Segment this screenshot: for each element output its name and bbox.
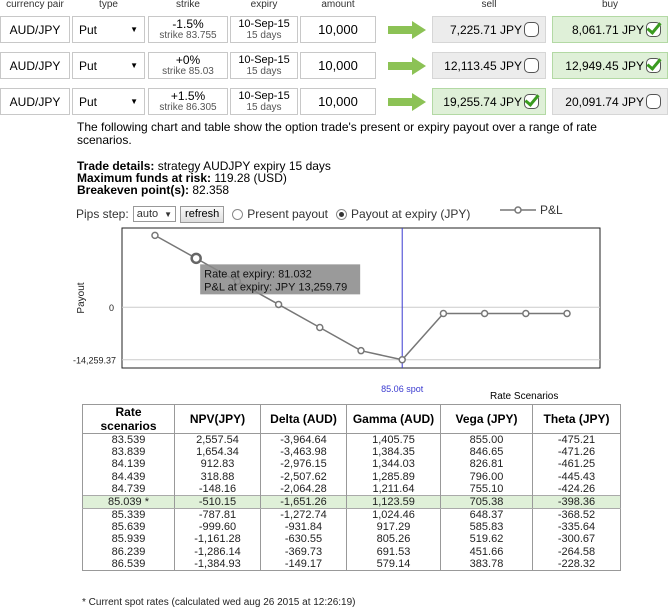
strike-field[interactable] (148, 16, 228, 43)
dropdown-arrow-icon: ▼ (130, 97, 138, 106)
amount-value: 10,000 (318, 58, 358, 73)
table-cell: 83.539 (83, 434, 175, 447)
column-header: Theta (JPY) (533, 405, 621, 434)
table-cell: -368.52 (533, 508, 621, 521)
expiry-date: 10-Sep-15 (238, 90, 290, 102)
data-point (482, 310, 488, 316)
header-type: type (99, 0, 118, 10)
data-point (523, 310, 529, 316)
expiry-field[interactable] (230, 16, 298, 43)
table-cell: 84.139 (83, 458, 175, 470)
table-cell: 1,211.64 (347, 483, 441, 496)
trade-details-label: Trade details: (77, 159, 155, 173)
right-arrow-icon (388, 93, 426, 111)
column-header: Gamma (AUD) (347, 405, 441, 434)
data-point (276, 301, 282, 307)
table-row (83, 545, 621, 557)
buy-checkbox[interactable] (646, 22, 661, 37)
dropdown-arrow-icon: ▼ (130, 61, 138, 70)
table-cell: 383.78 (441, 558, 533, 571)
column-header: Rate scenarios (83, 405, 175, 434)
sell-price: 7,225.71 JPY (449, 22, 522, 37)
data-point (440, 310, 446, 316)
expiry-days: 15 days (246, 66, 282, 77)
table-cell: 1,024.46 (347, 508, 441, 521)
table-cell: -148.16 (175, 483, 261, 496)
header-sell: sell (481, 0, 497, 10)
table-row (83, 521, 621, 533)
table-cell: 755.10 (441, 483, 533, 496)
type-value: Put (79, 22, 98, 37)
sell-price-button[interactable] (432, 52, 546, 79)
pips-step-select[interactable] (133, 206, 176, 222)
table-cell: -471.26 (533, 446, 621, 458)
expiry-payout-radio[interactable] (336, 209, 347, 220)
y-tick-label: 0 (108, 303, 114, 314)
breakeven-label: Breakeven point(s): (77, 183, 190, 197)
strike-value: strike 83.755 (159, 30, 217, 41)
present-payout-radio[interactable] (232, 209, 243, 220)
table-cell: 84.739 (83, 483, 175, 496)
buy-price: 8,061.71 JPY (571, 22, 644, 37)
column-header: Vega (JPY) (441, 405, 533, 434)
data-point (152, 232, 158, 238)
table-cell: 451.66 (441, 545, 533, 557)
trade-row (0, 14, 668, 45)
pips-step-value: auto (136, 208, 159, 220)
table-cell: 648.37 (441, 508, 533, 521)
data-point (399, 357, 405, 363)
type-select[interactable] (72, 16, 145, 43)
buy-price: 20,091.74 JPY (565, 94, 644, 109)
table-cell: -3,964.64 (261, 434, 347, 447)
payout-chart[interactable] (70, 224, 630, 404)
table-cell: -510.15 (175, 495, 261, 508)
type-select[interactable] (72, 52, 145, 79)
header-amount: amount (321, 0, 355, 10)
expiry-payout-label: Payout at expiry (JPY) (351, 207, 471, 221)
table-cell: -398.36 (533, 495, 621, 508)
right-arrow-icon (388, 21, 426, 39)
table-cell: 1,344.03 (347, 458, 441, 470)
table-cell: 83.839 (83, 446, 175, 458)
sell-checkbox[interactable] (524, 58, 539, 73)
header-strike: strike (176, 0, 200, 10)
amount-input[interactable] (300, 88, 376, 115)
strike-percent: +0% (175, 53, 201, 67)
table-row (83, 495, 621, 508)
table-row (83, 434, 621, 447)
table-cell: 691.53 (347, 545, 441, 557)
currency-pair-field[interactable] (0, 88, 70, 115)
chart-legend (500, 203, 563, 217)
sell-price: 19,255.74 JPY (443, 94, 522, 109)
table-cell: 579.14 (347, 558, 441, 571)
table-cell: -445.43 (533, 471, 621, 483)
scenario-table (82, 404, 621, 571)
data-point (564, 310, 570, 316)
strike-value: strike 86.305 (159, 102, 217, 113)
max-risk-value: 119.28 (USD) (214, 171, 287, 185)
expiry-days: 15 days (246, 30, 282, 41)
strike-value: strike 85.03 (162, 66, 214, 77)
column-header: NPV(JPY) (175, 405, 261, 434)
table-row (83, 471, 621, 483)
table-cell: 85.639 (83, 521, 175, 533)
table-cell: -424.26 (533, 483, 621, 496)
table-row (83, 483, 621, 496)
table-cell: 85.339 (83, 508, 175, 521)
header-buy: buy (601, 0, 619, 10)
tooltip-rate: Rate at expiry: 81.032 (204, 268, 312, 281)
table-cell: -3,463.98 (261, 446, 347, 458)
amount-value: 10,000 (318, 22, 358, 37)
table-cell: 519.62 (441, 533, 533, 545)
table-cell: 86.539 (83, 558, 175, 571)
table-cell: 912.83 (175, 458, 261, 470)
table-cell: -630.55 (261, 533, 347, 545)
dropdown-arrow-icon: ▼ (164, 209, 173, 219)
breakeven-value: 82.358 (192, 183, 230, 197)
table-cell: -931.84 (261, 521, 347, 533)
strike-percent: +1.5% (170, 89, 206, 103)
y-tick-label: -14,259.37 (72, 355, 116, 366)
present-payout-label: Present payout (247, 207, 329, 221)
strike-field[interactable] (148, 88, 228, 115)
buy-price-button[interactable] (552, 16, 668, 43)
currency-pair-value: AUD/JPY (9, 94, 61, 109)
legend-line-icon (500, 205, 536, 215)
header-expiry: expiry (250, 0, 278, 10)
table-cell: -2,064.28 (261, 483, 347, 496)
sell-price: 12,113.45 JPY (444, 58, 522, 73)
table-cell: -228.32 (533, 558, 621, 571)
table-cell: -1,286.14 (175, 545, 261, 557)
type-value: Put (79, 58, 98, 73)
table-cell: 85.039 * (83, 495, 175, 508)
buy-price: 12,949.45 JPY (565, 58, 644, 73)
data-point (317, 324, 323, 330)
table-cell: -1,272.74 (261, 508, 347, 521)
legend-label: P&L (540, 203, 563, 217)
pips-step-label: Pips step: (76, 207, 129, 221)
table-cell: 855.00 (441, 434, 533, 447)
header-currency-pair: currency pair (6, 0, 64, 10)
data-point (358, 348, 364, 354)
table-cell: 318.88 (175, 471, 261, 483)
table-cell: 1,285.89 (347, 471, 441, 483)
currency-pair-field[interactable] (0, 16, 70, 43)
table-cell: 826.81 (441, 458, 533, 470)
table-cell: -475.21 (533, 434, 621, 447)
expiry-date: 10-Sep-15 (238, 18, 290, 30)
table-cell: -1,161.28 (175, 533, 261, 545)
amount-value: 10,000 (318, 94, 358, 109)
table-cell: 84.439 (83, 471, 175, 483)
table-cell: -461.25 (533, 458, 621, 470)
spot-footnote: * Current spot rates (calculated wed aug 26 2015 at 12:26:19) (82, 597, 356, 608)
column-header: Delta (AUD) (261, 405, 347, 434)
trade-details-value: strategy AUDJPY expiry 15 days (157, 159, 331, 173)
currency-pair-field[interactable] (0, 52, 70, 79)
buy-price-button[interactable] (552, 88, 668, 115)
table-cell: -149.17 (261, 558, 347, 571)
strike-percent: -1.5% (172, 17, 204, 31)
spot-label: 85.06 spot (381, 384, 424, 394)
right-arrow-icon (388, 57, 426, 75)
table-cell: -2,976.15 (261, 458, 347, 470)
table-cell: 1,384.35 (347, 446, 441, 458)
table-cell: 2,557.54 (175, 434, 261, 447)
table-cell: 796.00 (441, 471, 533, 483)
trade-details (77, 160, 331, 196)
amount-input[interactable] (300, 16, 376, 43)
trade-row (0, 50, 668, 81)
sell-checkbox[interactable] (524, 22, 539, 37)
table-row (83, 508, 621, 521)
buy-checkbox[interactable] (646, 94, 661, 109)
buy-checkbox[interactable] (646, 58, 661, 73)
table-cell: 1,123.59 (347, 495, 441, 508)
dropdown-arrow-icon: ▼ (130, 25, 138, 34)
table-cell: 805.26 (347, 533, 441, 545)
table-cell: 917.29 (347, 521, 441, 533)
y-axis-title: Payout (76, 282, 87, 314)
buy-price-button[interactable] (552, 52, 668, 79)
table-cell: 846.65 (441, 446, 533, 458)
table-cell: -999.60 (175, 521, 261, 533)
table-cell: -369.73 (261, 545, 347, 557)
expiry-field[interactable] (230, 88, 298, 115)
table-row (83, 446, 621, 458)
chart-controls (76, 205, 470, 223)
trade-row (0, 86, 668, 117)
currency-pair-value: AUD/JPY (9, 58, 61, 73)
table-cell: 585.83 (441, 521, 533, 533)
amount-input[interactable] (300, 52, 376, 79)
table-cell: 1,654.34 (175, 446, 261, 458)
table-cell: 85.939 (83, 533, 175, 545)
table-cell: -1,384.93 (175, 558, 261, 571)
table-cell: -300.67 (533, 533, 621, 545)
data-point (192, 254, 201, 263)
table-row (83, 458, 621, 470)
table-cell: -787.81 (175, 508, 261, 521)
expiry-date: 10-Sep-15 (238, 54, 290, 66)
table-cell: -335.64 (533, 521, 621, 533)
table-cell: -264.58 (533, 545, 621, 557)
table-cell: 1,405.75 (347, 434, 441, 447)
expiry-days: 15 days (246, 102, 282, 113)
table-row (83, 558, 621, 571)
table-cell: -1,651.26 (261, 495, 347, 508)
sell-price-button[interactable] (432, 88, 546, 115)
tooltip-pl: P&L at expiry: JPY 13,259.79 (204, 281, 348, 294)
table-cell: -2,507.62 (261, 471, 347, 483)
table-cell: 705.38 (441, 495, 533, 508)
max-risk-label: Maximum funds at risk: (77, 171, 212, 185)
chart-description: The following chart and table show the option trade's present or expiry payout over a range of rate scenarios. (77, 120, 597, 147)
column-headers (0, 0, 668, 12)
refresh-button[interactable]: refresh (180, 206, 224, 223)
strike-field[interactable] (148, 52, 228, 79)
expiry-field[interactable] (230, 52, 298, 79)
x-axis-title: Rate Scenarios (490, 391, 559, 402)
sell-price-button[interactable] (432, 16, 546, 43)
table-cell: 86.239 (83, 545, 175, 557)
type-value: Put (79, 94, 98, 109)
type-select[interactable] (72, 88, 145, 115)
sell-checkbox[interactable] (524, 94, 539, 109)
table-row (83, 533, 621, 545)
currency-pair-value: AUD/JPY (9, 22, 61, 37)
